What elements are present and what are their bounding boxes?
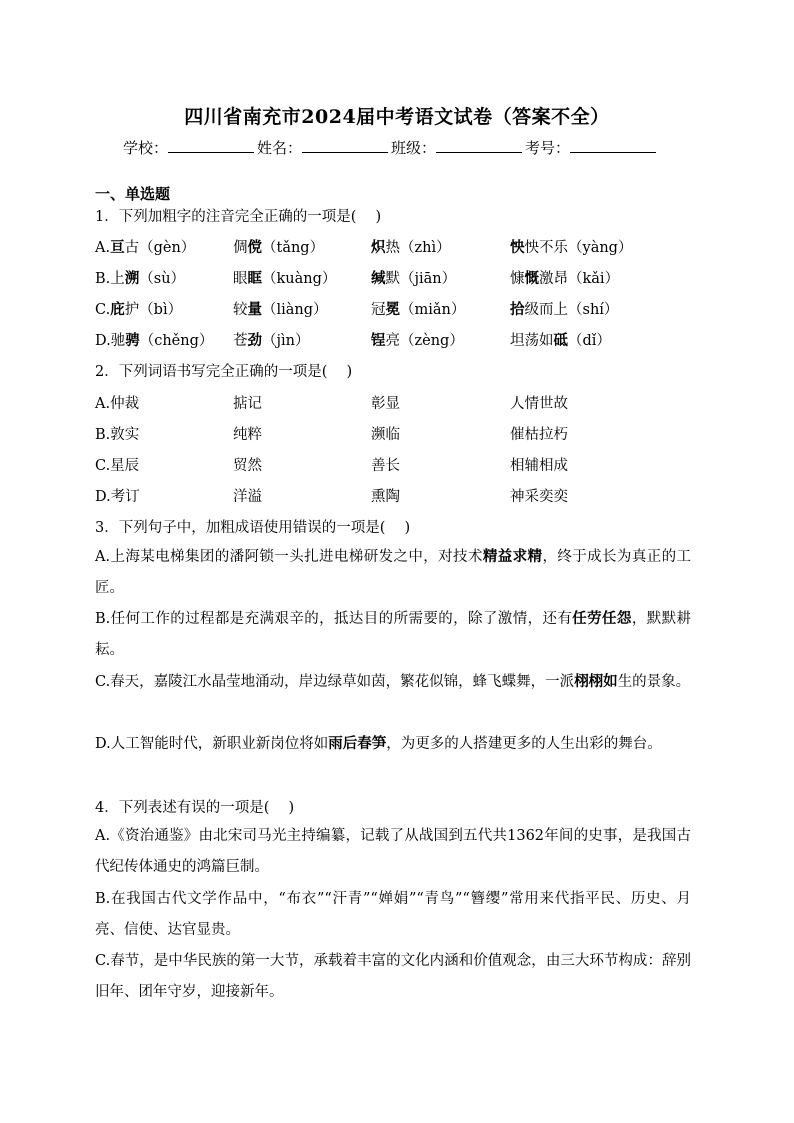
question-1-stem: 1．下列加粗字的注音完全正确的一项是( ) <box>95 209 382 225</box>
q2-c-word-2: 贸然 <box>233 458 262 474</box>
q2-d-word-3: 熏陶 <box>371 489 400 505</box>
q1-row-a <box>95 236 715 258</box>
question-4-stem: 4．下列表述有误的一项是( ) <box>95 800 295 816</box>
school-blank[interactable] <box>168 138 254 153</box>
q1-b-item-4: 慷慨激昂（kǎi） <box>510 270 620 287</box>
q1-d-item-2: 苍劲（jìn） <box>233 332 310 349</box>
q1-row-c <box>95 298 715 320</box>
q2-d-word-1: D.考订 <box>95 489 140 505</box>
q2-row-b <box>95 423 715 445</box>
name-blank[interactable] <box>302 138 388 153</box>
q2-c-word-4: 相辅相成 <box>510 458 568 474</box>
q2-d-word-2: 洋溢 <box>233 489 262 505</box>
q1-a-item-1: A.亘古（gèn） <box>95 239 196 256</box>
page-title: 四川省南充市2024届中考语文试卷（答案不全） <box>184 106 610 128</box>
q2-c-word-1: C.星辰 <box>95 458 140 474</box>
q1-row-d <box>95 329 715 351</box>
q2-row-c <box>95 454 715 476</box>
section-title: 一、单选题 <box>95 185 171 203</box>
q2-a-word-4: 人情世故 <box>510 396 568 412</box>
exam-number-blank[interactable] <box>570 138 656 153</box>
q2-d-word-4: 神采奕奕 <box>510 489 568 505</box>
q2-row-a <box>95 392 715 414</box>
q2-b-word-2: 纯粹 <box>233 427 262 443</box>
school-label: 学校： <box>123 139 169 157</box>
q4-option-b: B.在我国古代文学作品中，“布衣”“汗青”“婵娟”“青鸟”“簪缨”常用来代指平民、历史、月亮、信使、达官显贵。 <box>95 891 691 938</box>
q3-option-b: B.任何工作的过程都是充满艰辛的，抵达目的所需要的，除了激情，还有任劳任怨，默默耕耘。 <box>95 610 691 658</box>
q2-a-word-3: 彰显 <box>371 396 400 412</box>
q1-a-item-2: 倜傥（tǎng） <box>233 239 325 256</box>
school-field <box>123 137 257 158</box>
q3-option-a: A.上海某电梯集团的潘阿锁一头扎进电梯研发之中，对技术精益求精，终于成长为真正的工匠。 <box>95 548 692 596</box>
class-blank[interactable] <box>436 138 522 153</box>
q2-a-word-2: 掂记 <box>233 396 262 412</box>
q3-option-d: D.人工智能时代，新职业新岗位将如雨后春笋，为更多的人搭建更多的人生出彩的舞台。 <box>95 735 662 752</box>
q2-row-d <box>95 485 715 507</box>
q1-row-b <box>95 267 715 289</box>
q4-option-a: A.《资治通鉴》由北宋司马光主持编纂，记载了从战国到五代共1362年间的史事，是我国古代纪传体通史的鸿篇巨制。 <box>95 828 691 875</box>
q4-option-c: C.春节，是中华民族的第一大节，承载着丰富的文化内涵和价值观念，由三大环节构成：辞别旧年、团年守岁，迎接新年。 <box>95 953 691 1000</box>
student-info-line <box>123 137 659 158</box>
q1-d-item-1: D.驰骋（chěng） <box>95 332 214 349</box>
class-label: 班级： <box>391 139 437 157</box>
q1-b-item-3: 缄默（jiān） <box>371 270 457 287</box>
q2-b-word-4: 催枯拉朽 <box>510 427 568 443</box>
class-field <box>391 137 525 158</box>
q1-d-item-4: 坦荡如砥（dǐ） <box>510 332 611 349</box>
q1-c-item-3: 冠冕（miǎn） <box>371 301 466 318</box>
q1-a-item-3: 炽热（zhì） <box>371 239 451 256</box>
q1-b-item-1: B.上溯（sù） <box>95 270 186 287</box>
q1-c-item-4: 拾级而上（shí） <box>510 301 619 318</box>
q2-c-word-3: 善长 <box>371 458 400 474</box>
exam-number-field <box>525 137 659 158</box>
q2-b-word-1: B.敦实 <box>95 427 140 443</box>
question-3-stem: 3．下列句子中，加粗成语使用错误的一项是( ) <box>95 520 411 536</box>
q1-a-item-4: 怏怏不乐（yàng） <box>510 239 633 256</box>
name-label: 姓名： <box>257 139 303 157</box>
q1-d-item-3: 锃亮（zèng） <box>371 332 464 349</box>
question-2-stem: 2．下列词语书写完全正确的一项是( ) <box>95 364 353 380</box>
name-field <box>257 137 391 158</box>
q1-c-item-1: C.庇护（bì） <box>95 301 183 318</box>
q1-b-item-2: 眼眶（kuàng） <box>233 270 337 287</box>
q2-b-word-3: 濒临 <box>371 427 400 443</box>
q3-option-c: C.春天，嘉陵江水晶莹地涌动，岸边绿草如茵，繁花似锦，蜂飞蝶舞，一派栩栩如生的景象。 <box>95 673 691 690</box>
q1-c-item-2: 较量（liàng） <box>233 301 328 318</box>
exam-number-label: 考号： <box>525 139 571 157</box>
q2-a-word-1: A.仲裁 <box>95 396 140 412</box>
